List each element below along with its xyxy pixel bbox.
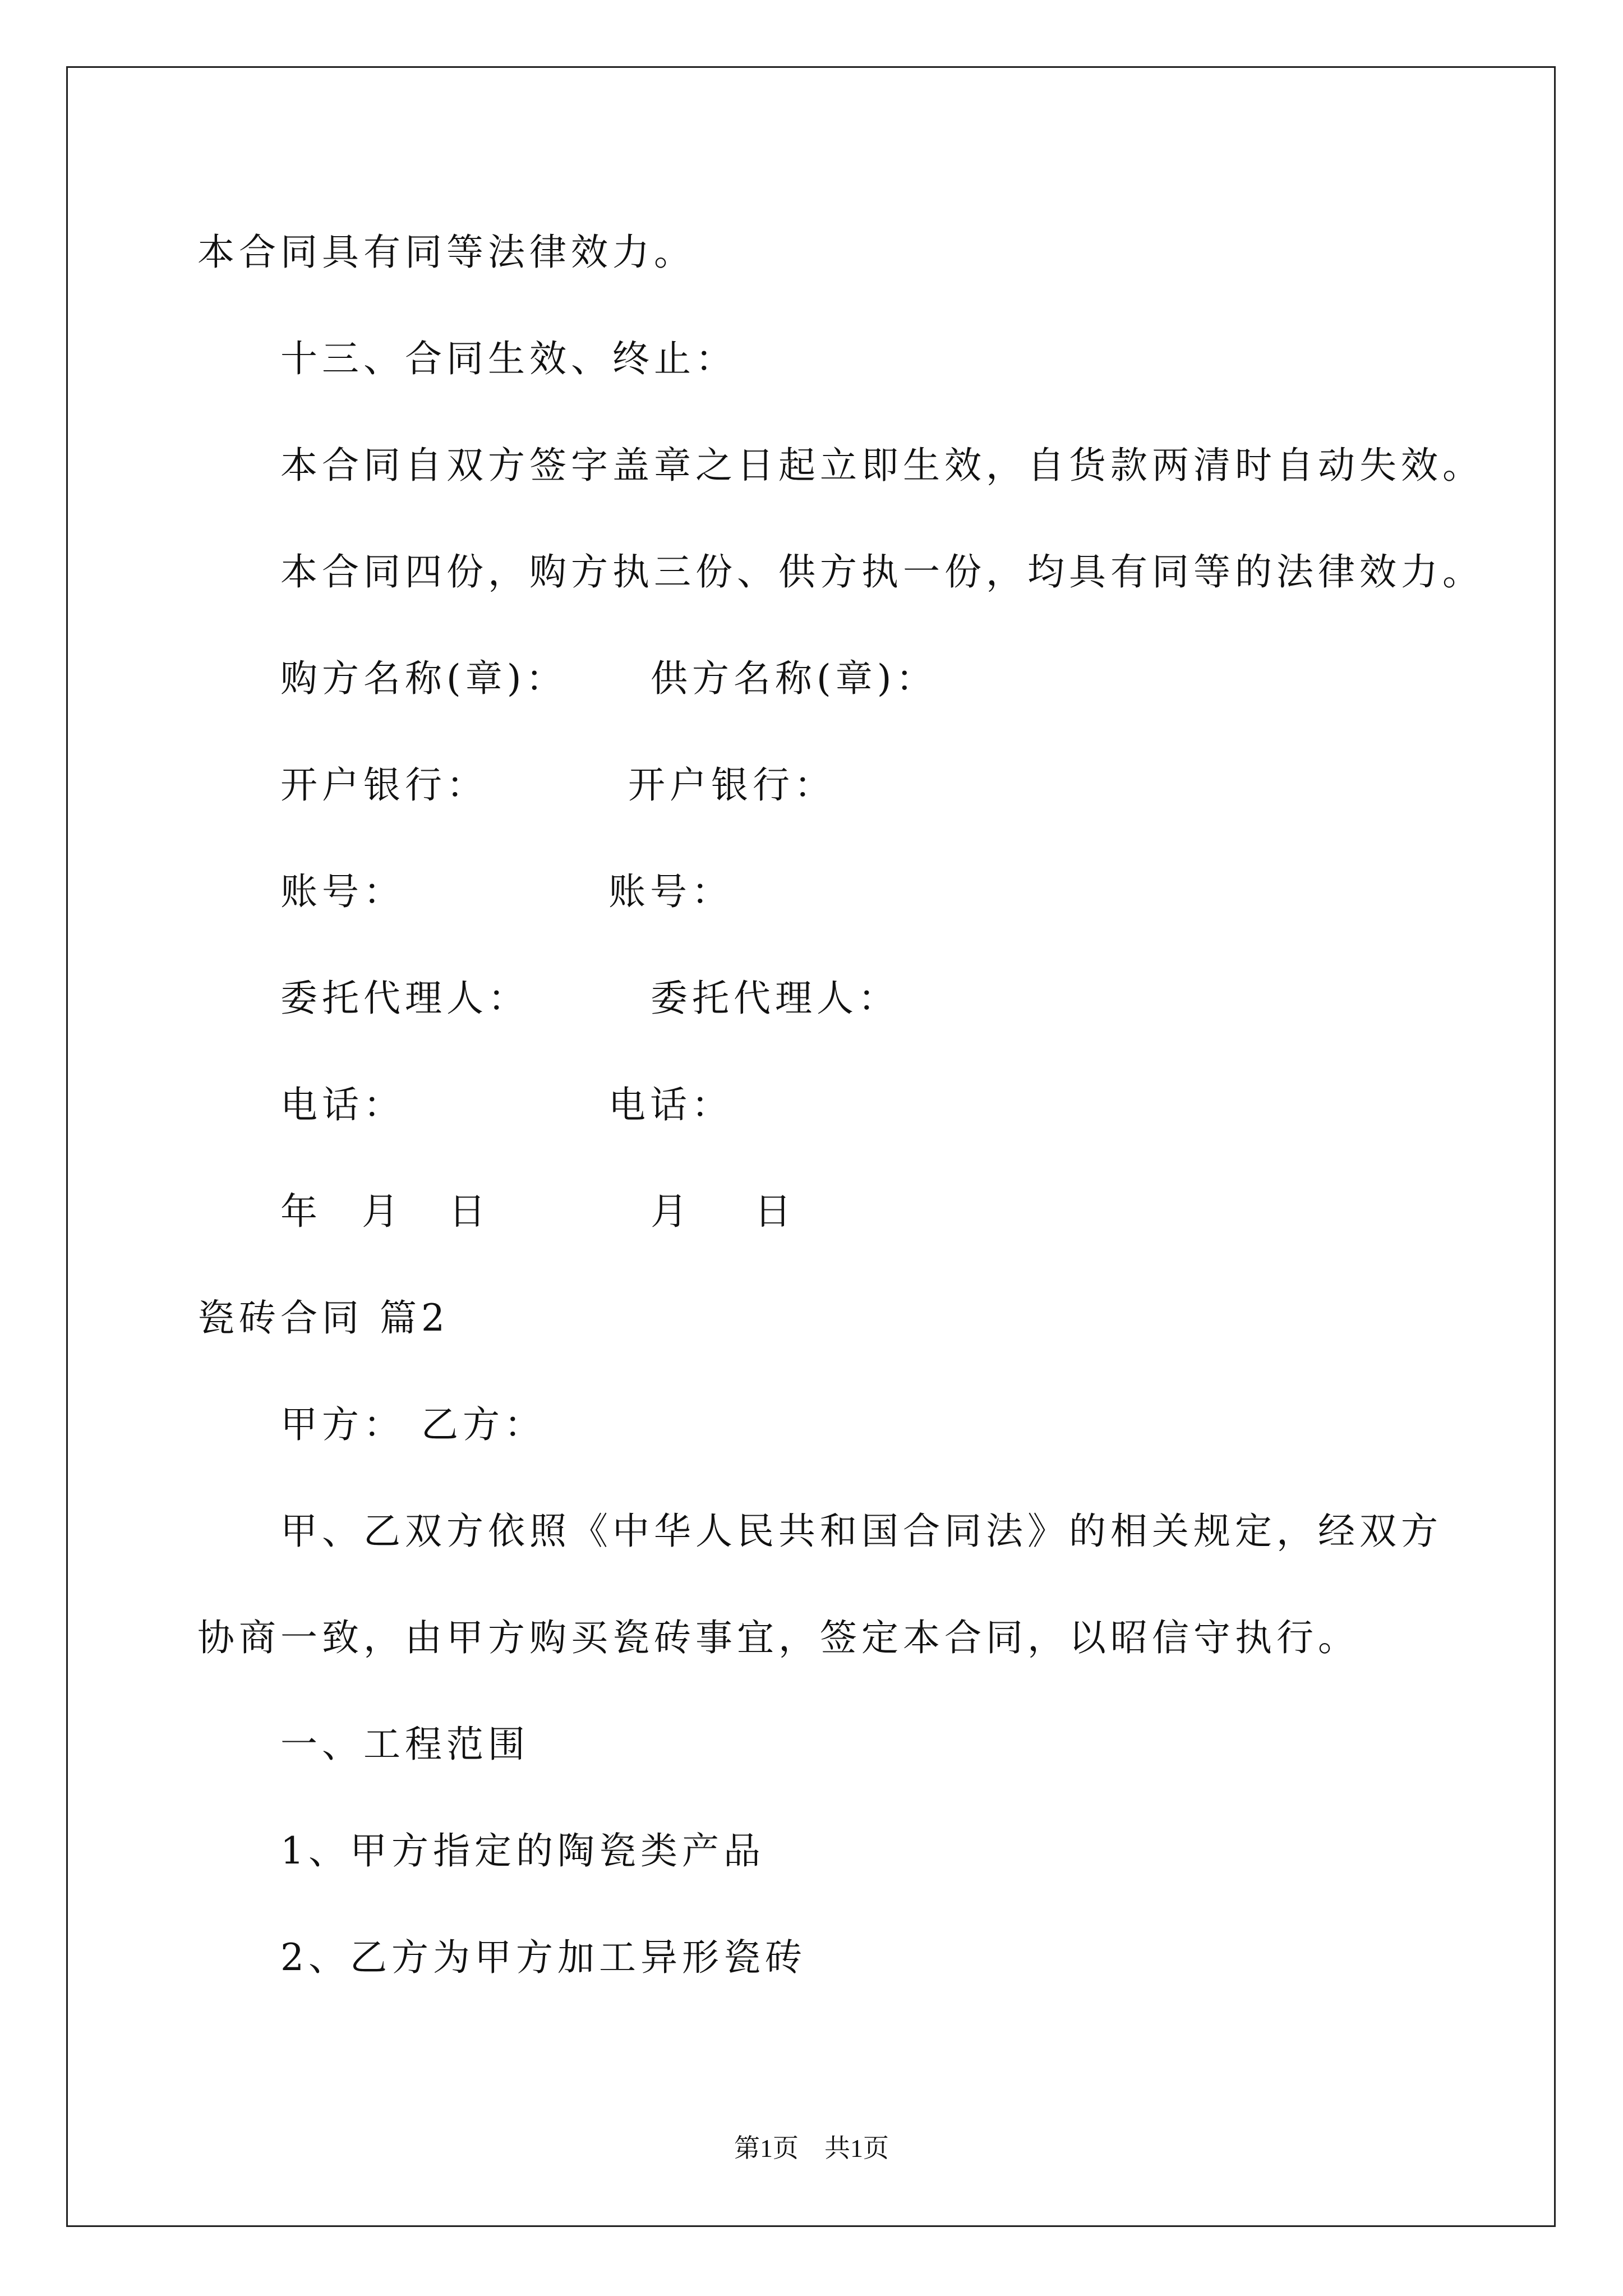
paragraph-text: 本合同自双方签字盖章之日起立即生效，自货款两清时自动失效。: [280, 444, 1484, 487]
section-heading: 十三、合同生效、终止：: [280, 337, 737, 380]
signature-row-date: [0, 1189, 1623, 1234]
supplier-phone-label: 电话：: [608, 1083, 733, 1126]
date-year: 年: [280, 1190, 322, 1233]
parties-line: 甲方： 乙方：: [280, 1403, 546, 1446]
date-month: 月: [651, 1190, 692, 1233]
paragraph-text: 本合同具有同等法律效力。: [197, 231, 695, 274]
signature-row-name: [0, 656, 1623, 701]
signature-row-account: [0, 869, 1623, 914]
list-item: 2、乙方为甲方加工异形瓷砖: [280, 1936, 806, 1979]
document-title: 瓷砖合同 篇2: [197, 1296, 449, 1340]
buyer-account-label: 账号：: [280, 870, 405, 913]
supplier-name-label: 供方名称(章)：: [651, 657, 938, 700]
buyer-bank-label: 开户银行：: [280, 763, 488, 807]
list-item: 1、甲方指定的陶瓷类产品: [280, 1829, 765, 1872]
date-day: 日: [754, 1190, 796, 1233]
supplier-bank-label: 开户银行：: [628, 763, 836, 807]
paragraph-text: 甲、乙双方依照《中华人民共和国合同法》的相关规定，经双方: [280, 1510, 1442, 1553]
signature-row-phone: [0, 1083, 1623, 1128]
signature-row-bank: [0, 763, 1623, 808]
date-day: 日: [449, 1190, 490, 1233]
paragraph-text: 本合同四份，购方执三份、供方执一份，均具有同等的法律效力。: [280, 550, 1484, 593]
buyer-phone-label: 电话：: [280, 1083, 405, 1126]
paragraph-text: 协商一致，由甲方购买瓷砖事宜，签定本合同，以昭信守执行。: [197, 1616, 1359, 1659]
signature-row-agent: [0, 976, 1623, 1021]
buyer-name-label: 购方名称(章)：: [280, 657, 568, 700]
page-border: [66, 66, 1556, 2227]
page-footer: 第1页 共1页: [734, 2134, 889, 2162]
date-month: 月: [362, 1190, 403, 1233]
supplier-account-label: 账号：: [608, 870, 733, 913]
section-heading: 一、工程范围: [280, 1723, 529, 1766]
supplier-agent-label: 委托代理人：: [651, 977, 900, 1020]
buyer-agent-label: 委托代理人：: [280, 977, 529, 1020]
